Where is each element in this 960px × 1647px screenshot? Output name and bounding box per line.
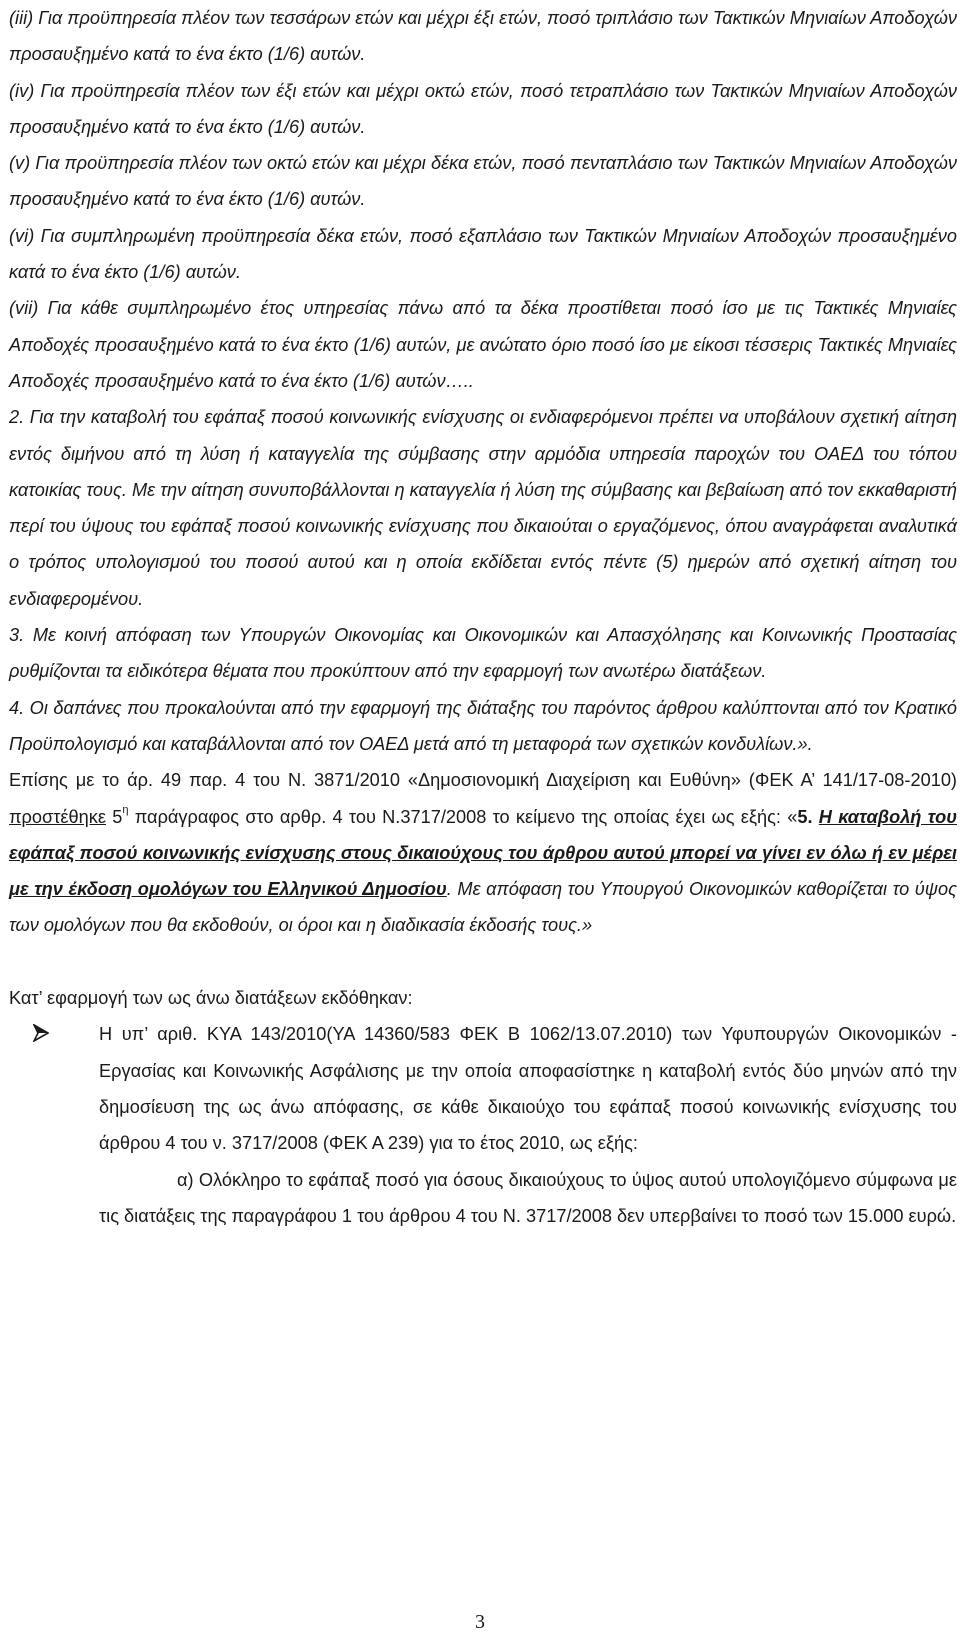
document-body <box>9 0 957 1234</box>
amendment-text-d: παράγραφος στο αρθρ. 4 του Ν.3717/2008 το κείμενο της οποίας έχει ως εξής: « <box>128 806 798 827</box>
paragraph-issued: Κατ’ εφαρμογή των ως άνω διατάξεων εκδόθηκαν: <box>9 988 413 1009</box>
amendment-text-a: Επίσης με το άρ. 49 παρ. 4 του Ν. 3871/2010 «Δημοσιονομική Διαχείριση και Ευθύνη» (ΦΕΚ Α’ 141/17-08-2010) <box>9 770 957 791</box>
paragraph-2: 2. Για την καταβολή του εφάπαξ ποσού κοινωνικής ενίσχυσης οι ενδιαφερόμενοι πρέπει να υποβάλουν σχετική αίτηση εντός διμήνου από τη λύση ή καταγγελία της σύμβασης στην αρμόδια υπηρεσία παροχών του ΟΑΕΔ του τόπου κατοικίας τους. Με την αίτηση συνυποβάλλονται η καταγγελία ή λύση της σύμβασης και βεβαίωση από τον εκκαθαριστή περί του ύψους του εφάπαξ ποσού κοινωνικής ενίσχυσης που δικαιούται ο εργαζόμενος, όπου αναγράφεται αναλυτικά ο τρόπος υπολογισμού του ποσού αυτού και η οποία εκδίδεται εντός πέντε (5) ημερών από σχετική αίτηση του ενδιαφερομένου. <box>9 407 957 609</box>
paragraph-iii: (iii) Για προϋπηρεσία πλέον των τεσσάρων ετών και μέχρι έξι ετών, ποσό τριπλάσιο των Τακτικών Μηνιαίων Αποδοχών προσαυξημένο κατά το ένα έκτο (1/6) αυτών. <box>9 8 957 65</box>
amendment-text-g: . Με απόφαση του Υπουργού Οικονομικών καθορίζεται το ύψος των ομολόγων που θα εκδοθούν, οι όροι και η διαδικασία έκδοσής τους.» <box>9 879 957 936</box>
paragraph-vii: (vii) Για κάθε συμπληρωμένο έτος υπηρεσίας πάνω από τα δέκα προστίθεται ποσό ίσο με τις Τακτικές Μηνιαίες Αποδοχές προσαυξημένο κατά το ένα έκτο (1/6) αυτών, με ανώτατο όριο ποσό ίσο με είκοσι τέσσερις Τακτικές Μηνιαίες Αποδοχές προσαυξημένο κατά το ένα έκτο (1/6) αυτών….. <box>9 298 957 391</box>
sub-paragraph-a: α) Ολόκληρο το εφάπαξ ποσό για όσους δικαιούχους το ύψος αυτού υπολογιζόμενο σύμφωνα με τις διατάξεις της παραγράφου 1 του άρθρου 4 του Ν. 3717/2008 δεν υπερβαίνει το ποσό των 15.000 ευρώ. <box>99 1169 957 1226</box>
list-item-text: Η υπ’ αριθ. ΚΥΑ 143/2010(ΥΑ 14360/583 ΦΕΚ Β 1062/13.07.2010) των Υφυπουργών Οικονομικών - Εργασίας και Κοινωνικής Ασφάλισης με την οποία αποφασίστηκε η καταβολή εντός δύο μηνών από την δημοσίευση της ως άνω απόφασης, σε κάθε δικαιούχο του εφάπαξ ποσού κοινωνικής ενίσχυσης του άρθρου 4 του ν. 3717/2008 (ΦΕΚ Α 239) για το έτος 2010, ως εξής: <box>99 1024 957 1154</box>
amendment-added-word: προστέθηκε <box>9 806 106 827</box>
paragraph-3: 3. Με κοινή απόφαση των Υπουργών Οικονομίας και Οικονομικών και Απασχόλησης και Κοινωνικής Προστασίας ρυθμίζονται τα ειδικότερα θέματα που προκύπτουν από την εφαρμογή των ανωτέρω διατάξεων. <box>9 625 957 682</box>
amendment-superscript: η <box>122 804 129 817</box>
paragraph-amendment <box>9 762 957 943</box>
paragraph-iv: (iv) Για προϋπηρεσία πλέον των έξι ετών και μέχρι οκτώ ετών, ποσό τετραπλάσιο των Τακτικών Μηνιαίων Αποδοχών προσαυξημένο κατά το ένα έκτο (1/6) αυτών. <box>9 80 957 137</box>
list-item <box>9 1016 957 1161</box>
page-number: 3 <box>475 1611 485 1633</box>
paragraph-vi: (vi) Για συμπληρωμένη προϋπηρεσία δέκα ετών, ποσό εξαπλάσιο των Τακτικών Μηνιαίων Αποδοχών προσαυξημένο κατά το ένα έκτο (1/6) αυτών. <box>9 225 957 283</box>
amendment-number: 5. <box>797 806 819 827</box>
amendment-emphasis: Η καταβολή του εφάπαξ ποσού κοινωνικής ενίσχυσης στους δικαιούχους του άρθρου αυτού μπορεί να γίνει εν όλω ή εν μέρει με την έκδοση ομολόγων του Ελληνικού Δημοσίου <box>9 806 957 900</box>
paragraph-v: (v) Για προϋπηρεσία πλέον των οκτώ ετών και μέχρι δέκα ετών, ποσό πενταπλάσιο των Τακτικών Μηνιαίων Αποδοχών προσαυξημένο κατά το ένα έκτο (1/6) αυτών. <box>9 153 957 210</box>
amendment-text-c: 5 <box>105 806 123 827</box>
paragraph-4: 4. Οι δαπάνες που προκαλούνται από την εφαρμογή της διάταξης του παρόντος άρθρου καλύπτονται από τον Κρατικό Προϋπολογισμό και καταβάλλονται από τον ΟΑΕΔ μετά από τη μεταφορά των σχετικών κονδυλίων.». <box>9 697 957 754</box>
blank-line <box>9 944 957 980</box>
arrowhead-bullet-icon <box>33 1016 49 1052</box>
